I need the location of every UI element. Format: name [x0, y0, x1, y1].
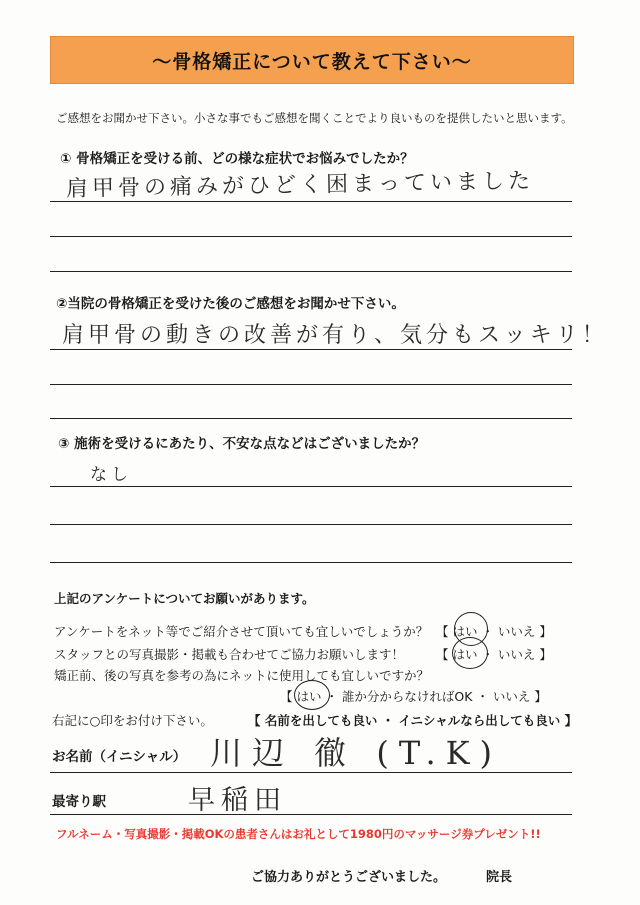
promo-text: フルネーム・写真撮影・掲載OKの患者さんはお礼として1980円のマッサージ券プレゼント!!	[56, 827, 541, 841]
yes-circle-mark	[294, 680, 330, 710]
survey-options-3: 【 はい ・ 誰か分からなければOK ・ いいえ 】	[280, 689, 547, 704]
mark-instruction: 右記に○印をお付け下さい。	[52, 713, 213, 728]
name-handwriting: 川辺 徹 (T.K)	[210, 734, 503, 772]
survey-question-1: アンケートをネット等でご紹介させて頂いても宜しいでしょうか？	[54, 624, 429, 639]
station-line	[50, 814, 572, 815]
survey-heading: 上記のアンケートについてお願いがあります。	[54, 591, 315, 606]
answer-line	[50, 236, 572, 237]
answer-2-handwriting: 肩甲骨の動きの改善が有り、気分もスッキリ！	[62, 323, 608, 348]
question-1: ① 骨格矯正を受ける前、どの様な症状でお悩みでしたか？	[60, 151, 414, 167]
name-display-options: 【 名前を出しても良い ・ イニシャルなら出しても良い 】	[248, 713, 578, 728]
question-3: ③ 施術を受けるにあたり、不安な点などはございましたか？	[58, 436, 426, 452]
answer-1-handwriting: 肩甲骨の痛みがひどく困まっていました	[65, 168, 535, 202]
answer-3-handwriting: なし	[90, 465, 132, 485]
director-signature: 院長	[486, 870, 513, 885]
question-2: ②当院の骨格矯正を受けた後のご感想をお聞かせ下さい。	[56, 296, 405, 312]
answer-line	[50, 486, 572, 487]
name-label: お名前（イニシャル）	[52, 749, 187, 765]
answer-line	[50, 201, 572, 202]
yes-circle-mark	[452, 637, 488, 669]
station-handwriting: 早稲田	[188, 785, 287, 816]
answer-line	[50, 384, 572, 385]
answer-line	[50, 349, 572, 350]
station-label: 最寄り駅	[52, 794, 106, 810]
survey-options-2: 【 はい ・ いいえ 】	[436, 647, 552, 662]
form-title: ～骨格矯正について教えて下さい～	[152, 50, 472, 73]
form-title-banner	[50, 36, 574, 84]
survey-question-3: 矯正前、後の写真を参考の為にネットに使用しても宜しいですか？	[54, 668, 430, 683]
answer-line	[50, 271, 572, 272]
survey-question-2: スタッフとの写真撮影・掲載も合わせてご協力お願いします！	[54, 647, 405, 662]
answer-line	[50, 418, 572, 419]
answer-line	[50, 562, 572, 563]
thanks-text: ご協力ありがとうございました。	[251, 870, 447, 885]
intro-text: ご感想をお聞かせ下さい。小さな事でもご感想を聞くことでより良いものを提供したいと思います。	[56, 111, 573, 125]
survey-options-1: 【 はい ・ いいえ 】	[436, 624, 552, 639]
name-line	[50, 772, 572, 773]
answer-line	[50, 524, 572, 525]
